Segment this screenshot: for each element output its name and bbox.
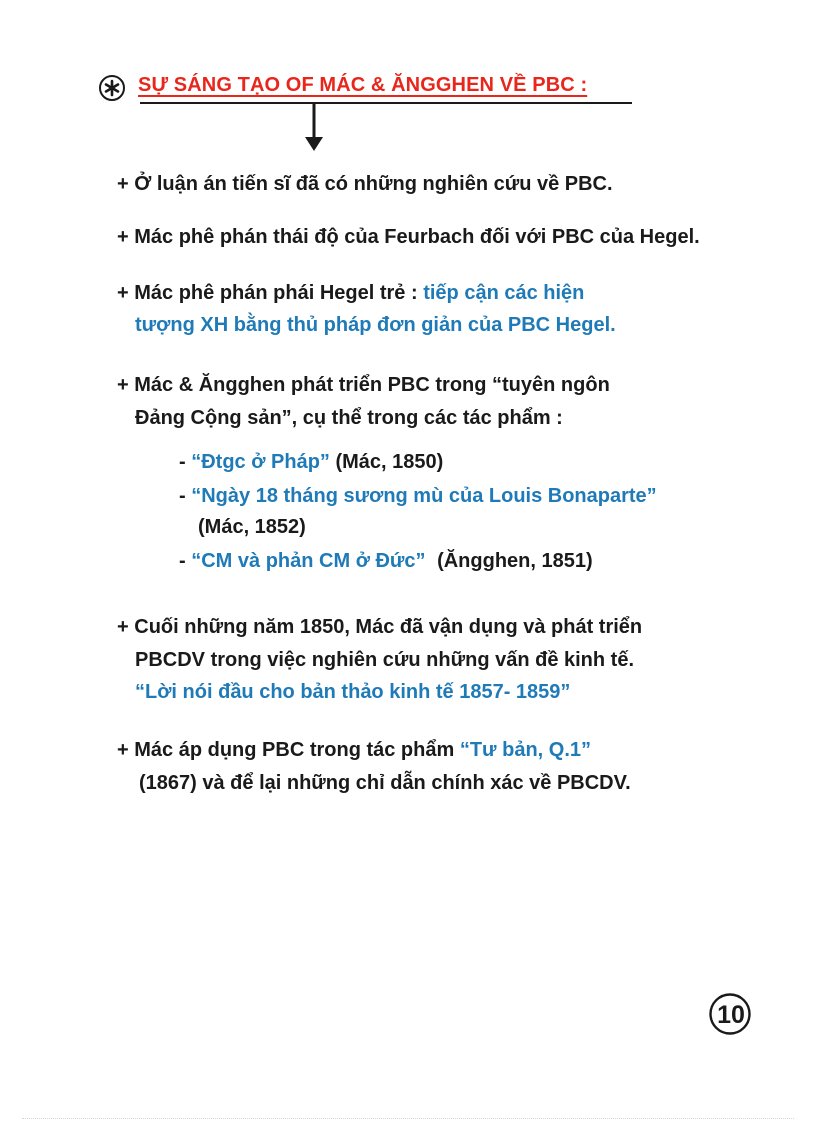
bullet-marker: + [117,282,129,304]
page-heading: SỰ SÁNG TẠO OF MÁC & ĂNGGHEN VỀ PBC : [138,74,588,96]
bullet-text: Ở luận án tiến sĩ đã có những nghiên cứu về PBC. [134,173,613,195]
work-item-2-note: (Mác, 1852) [198,516,306,538]
bullet-3-line-1 [117,281,584,305]
page-bottom-border [22,1118,794,1119]
bullet-marker: + [117,374,129,396]
work-dash: - [179,451,186,473]
work-item-3 [179,549,593,573]
work-note: (Ăngghen, 1851) [437,550,593,572]
bullet-marker: + [117,173,129,195]
bullet-2 [117,225,700,249]
bullet-lead-text: Mác áp dụng PBC trong tác phẩm [134,739,455,761]
bullet-highlight-text: tiếp cận các hiện [423,282,585,304]
bullet-1 [117,172,613,196]
bullet-3-line-2: tượng XH bằng thủ pháp đơn giản của PBC Hegel. [135,314,616,336]
work-title: “Đtgc ở Pháp” [191,451,330,473]
heading-underline-rule [140,102,632,104]
work-title: “CM và phản CM ở Đức” [191,550,426,572]
bullet-text: Mác & Ăngghen phát triển PBC trong “tuyên ngôn [134,374,610,396]
work-dash: - [179,550,186,572]
bullet-marker: + [117,226,129,248]
bullet-marker: + [117,739,129,761]
bullet-4-line-2: Đảng Cộng sản”, cụ thể trong các tác phẩm : [135,407,563,429]
bullet-marker: + [117,616,129,638]
circled-asterisk-icon [98,74,126,102]
work-item-1 [179,450,443,474]
work-dash: - [179,485,186,507]
bullet-text: Cuối những năm 1850, Mác đã vận dụng và phát triển [134,616,643,638]
work-note: (Mác, 1850) [335,451,444,473]
bullet-lead-text: Mác phê phán phái Hegel trẻ : [134,282,418,304]
bullet-5-line-1 [117,615,642,639]
work-title: “Ngày 18 tháng sương mù của Louis Bonaparte” [191,485,657,507]
bullet-6-line-2: (1867) và để lại những chỉ dẫn chính xác về PBCDV. [139,772,631,794]
bullet-highlight-text: “Tư bản, Q.1” [459,739,592,761]
bullet-6-line-1 [117,738,591,762]
down-arrow-icon [303,103,325,153]
bullet-text: Mác phê phán thái độ của Feurbach đối với PBC của Hegel. [134,226,700,248]
page-number: 10 [717,1001,745,1029]
bullet-5-line-2: PBCDV trong việc nghiên cứu những vấn đề kinh tế. [135,649,635,671]
bullet-4-line-1 [117,373,610,397]
work-item-2 [179,484,657,508]
bullet-5-highlight: “Lời nói đầu cho bản thảo kinh tế 1857- 1859” [135,681,571,703]
